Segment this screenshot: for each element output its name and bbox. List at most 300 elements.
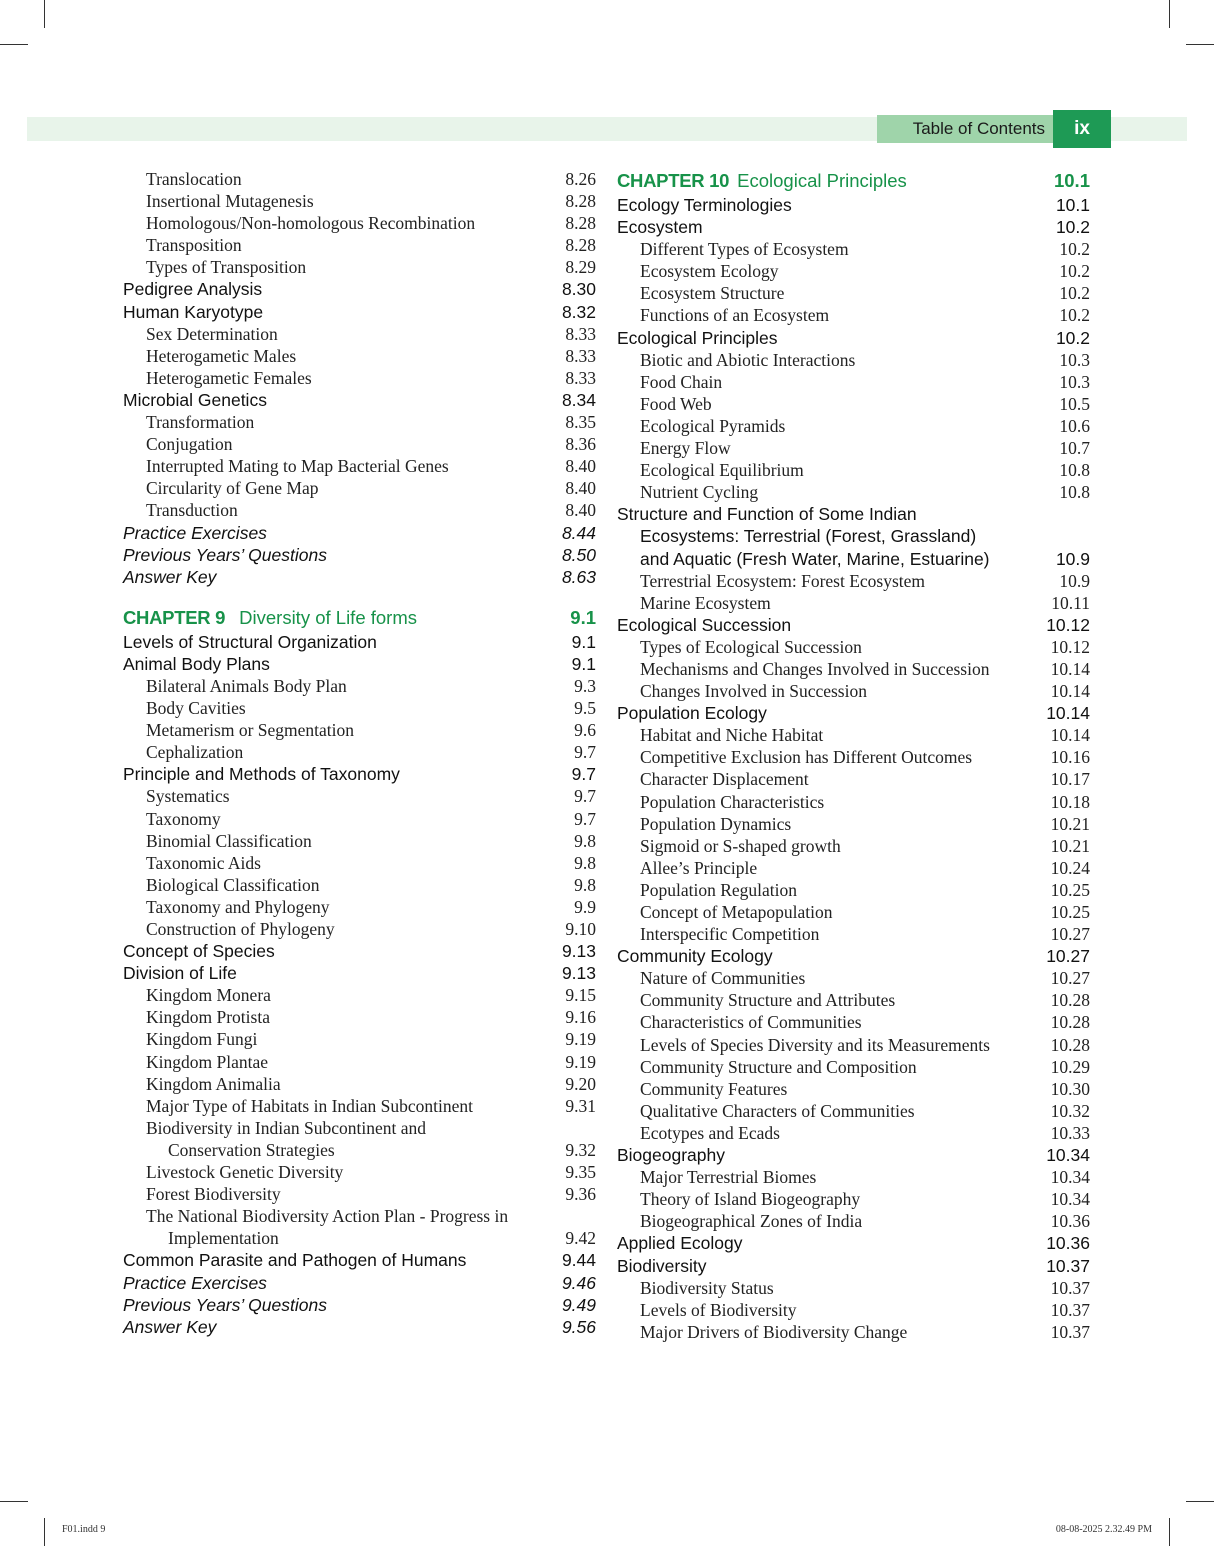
entry-page-number: 8.33 <box>565 367 596 388</box>
entry-title: Concept of Metapopulation <box>640 902 833 922</box>
toc-heading-entry[interactable] <box>617 1144 1090 1166</box>
entry-page-number: 9.35 <box>565 1162 596 1183</box>
toc-subentry[interactable] <box>123 323 596 345</box>
entry-page-number: 10.14 <box>1050 658 1090 679</box>
entry-title: Nutrient Cycling <box>640 482 759 503</box>
entry-page-number: 9.32 <box>565 1139 596 1160</box>
entry-page-number: 8.29 <box>565 257 596 278</box>
entry-title: Community Structure and Attributes <box>640 990 896 1011</box>
entry-page-number: 10.3 <box>1059 349 1090 370</box>
entry-page-number: 10.16 <box>1050 747 1090 768</box>
entry-title: Common Parasite and Pathogen of Humans <box>123 1250 467 1271</box>
entry-page-number: 9.1 <box>571 631 596 652</box>
entry-title: Systematics <box>146 786 230 807</box>
entry-page-number: 10.37 <box>1050 1299 1090 1320</box>
entry-page-number: 10.2 <box>1059 305 1090 326</box>
entry-title: Biological Classification <box>146 874 320 895</box>
entry-title: Community Structure and Composition <box>640 1056 917 1077</box>
toc-subentry[interactable] <box>617 1277 1090 1299</box>
toc-heading-entry[interactable] <box>617 216 1090 238</box>
entry-page-number: 9.15 <box>565 985 596 1006</box>
toc-heading-entry[interactable] <box>123 1272 596 1294</box>
entry-page-number: 10.8 <box>1059 460 1090 481</box>
entry-page-number: 8.28 <box>565 235 596 256</box>
entry-page-number: 10.7 <box>1059 438 1090 459</box>
entry-title: Practice Exercises <box>123 522 267 543</box>
entry-title: Community Ecology <box>617 946 773 967</box>
entry-page-number: 10.27 <box>1050 924 1090 945</box>
chapter-number: CHAPTER 9 <box>123 606 226 628</box>
toc-heading-entry[interactable] <box>123 763 596 785</box>
entry-title: Transposition <box>146 235 242 256</box>
entry-page-number: 10.34 <box>1046 1145 1090 1166</box>
toc-subentry[interactable] <box>617 879 1090 901</box>
entry-page-number: 9.13 <box>561 963 596 984</box>
crop-mark <box>1169 1518 1170 1546</box>
file-slug: F01.indd 9 <box>62 1524 106 1535</box>
entry-page-number: 8.44 <box>561 522 596 543</box>
entry-title: Body Cavities <box>146 698 246 719</box>
entry-title: Mechanisms and Changes Involved in Succession <box>640 658 990 679</box>
toc-heading-entry[interactable] <box>123 653 596 675</box>
toc-subentry[interactable] <box>123 830 596 852</box>
crop-mark <box>0 44 28 45</box>
entry-title: The National Biodiversity Action Plan - Progress in <box>146 1206 509 1227</box>
entry-title: Previous Years’ Questions <box>123 1294 327 1315</box>
entry-page-number: 10.36 <box>1046 1233 1090 1254</box>
toc-subentry[interactable] <box>123 1205 596 1227</box>
toc-subentry[interactable] <box>617 1011 1090 1033</box>
entry-title: Major Terrestrial Biomes <box>640 1167 817 1188</box>
toc-subentry[interactable] <box>123 212 596 234</box>
entry-page-number: 10.21 <box>1050 835 1090 856</box>
entry-title: Character Displacement <box>640 769 809 790</box>
toc-subentry[interactable] <box>617 1299 1090 1321</box>
entry-title: Forest Biodiversity <box>146 1184 281 1205</box>
toc-subentry[interactable] <box>617 459 1090 481</box>
toc-heading-entry[interactable] <box>123 1294 596 1316</box>
entry-title: Changes Involved in Succession <box>640 681 867 702</box>
entry-title: Different Types of Ecosystem <box>640 239 849 260</box>
toc-subentry[interactable] <box>123 411 596 433</box>
entry-title: Types of Ecological Succession <box>640 636 862 657</box>
entry-page-number: 9.7 <box>574 786 596 807</box>
toc-subentry[interactable] <box>123 1051 596 1073</box>
crop-mark <box>1186 44 1214 45</box>
entry-page-number: 10.21 <box>1050 813 1090 834</box>
toc-heading-entry[interactable] <box>617 614 1090 636</box>
entry-title: Transduction <box>146 500 238 521</box>
entry-title: Taxonomy <box>146 808 221 829</box>
chapter-heading[interactable] <box>617 168 1090 194</box>
entry-page-number: 10.28 <box>1050 990 1090 1011</box>
toc-heading-entry[interactable] <box>617 194 1090 216</box>
toc-subentry[interactable] <box>123 741 596 763</box>
entry-page-number: 10.6 <box>1059 415 1090 436</box>
entry-page-number: 9.7 <box>571 764 596 785</box>
toc-subentry[interactable] <box>617 570 1090 592</box>
toc-subentry[interactable] <box>123 234 596 256</box>
entry-title: Population Characteristics <box>640 791 825 812</box>
entry-page-number: 9.10 <box>565 919 596 939</box>
toc-subentry[interactable] <box>617 813 1090 835</box>
entry-title: Levels of Species Diversity and its Measurements <box>640 1034 990 1055</box>
entry-page-number: 9.56 <box>561 1316 596 1337</box>
toc-subentry[interactable] <box>123 785 596 807</box>
crop-mark <box>0 1501 28 1502</box>
toc-subentry[interactable] <box>617 1188 1090 1210</box>
entry-title: Biodiversity in Indian Subcontinent and <box>146 1117 426 1138</box>
chapter-name: Diversity of Life forms <box>239 606 418 628</box>
entry-page-number: 9.1 <box>570 606 596 628</box>
toc-subentry[interactable] <box>617 636 1090 658</box>
toc-subentry[interactable] <box>617 415 1090 437</box>
entry-title: Transformation <box>146 412 255 433</box>
entry-title: Circularity of Gene Map <box>146 478 319 499</box>
toc-heading-entry[interactable] <box>123 278 596 300</box>
entry-title: Ecological Pyramids <box>640 415 786 436</box>
toc-subentry[interactable] <box>123 455 596 477</box>
entry-title: Insertional Mutagenesis <box>146 191 314 212</box>
entry-title: Allee’s Principle <box>640 857 758 878</box>
entry-title: Marine Ecosystem <box>640 592 771 613</box>
entry-title: Kingdom Plantae <box>146 1051 268 1072</box>
toc-subentry[interactable] <box>123 1183 596 1205</box>
entry-title: Ecosystems: Terrestrial (Forest, Grassland) <box>640 526 977 547</box>
entry-title: Structure and Function of Some Indian <box>617 504 917 525</box>
entry-title: Principle and Methods of Taxonomy <box>123 764 400 785</box>
entry-page-number: 10.14 <box>1050 681 1090 702</box>
toc-subentry[interactable] <box>617 304 1090 326</box>
entry-title: Answer Key <box>123 1316 217 1337</box>
toc-subentry[interactable] <box>617 1122 1090 1144</box>
entry-title: Pedigree Analysis <box>123 279 263 300</box>
entry-title: Taxonomy and Phylogeny <box>146 896 330 917</box>
entry-page-number: 8.32 <box>561 301 596 322</box>
toc-subentry[interactable] <box>123 1006 596 1028</box>
toc-subentry[interactable] <box>123 1095 596 1117</box>
entry-title: Taxonomic Aids <box>146 852 261 873</box>
entry-title: Conservation Strategies <box>168 1139 335 1160</box>
toc-subentry[interactable] <box>617 371 1090 393</box>
entry-title: Cephalization <box>146 742 244 763</box>
chapter-name: Ecological Principles <box>737 170 907 191</box>
toc-subentry[interactable] <box>617 238 1090 260</box>
entry-page-number: 10.12 <box>1046 614 1090 635</box>
entry-title: Sex Determination <box>146 323 278 344</box>
entry-page-number: 10.2 <box>1055 217 1090 238</box>
crop-mark <box>44 1518 45 1546</box>
entry-title: Population Ecology <box>617 703 767 724</box>
entry-page-number: 10.14 <box>1050 725 1090 746</box>
entry-title: Qualitative Characters of Communities <box>640 1100 915 1121</box>
toc-subentry[interactable] <box>617 680 1090 702</box>
toc-heading-entry[interactable] <box>617 1232 1090 1254</box>
toc-subentry[interactable] <box>617 724 1090 746</box>
toc-subentry[interactable] <box>123 1117 596 1139</box>
entry-title: Major Type of Habitats in Indian Subcontinent <box>146 1095 474 1116</box>
entry-title: Food Chain <box>640 371 723 392</box>
toc-subentry[interactable] <box>123 367 596 389</box>
entry-title: Ecological Succession <box>617 614 792 635</box>
entry-title: Levels of Biodiversity <box>640 1299 797 1320</box>
entry-page-number: 9.46 <box>561 1272 596 1293</box>
entry-title: Homologous/Non-homologous Recombination <box>146 213 476 234</box>
toc-heading-entry[interactable] <box>123 962 596 984</box>
entry-page-number: 10.34 <box>1050 1189 1090 1210</box>
entry-page-number: 10.25 <box>1050 879 1090 900</box>
chapter-title <box>617 168 907 194</box>
toc-right-column <box>617 168 1090 1343</box>
toc-subentry[interactable] <box>617 592 1090 614</box>
entry-title: Interspecific Competition <box>640 924 820 945</box>
entry-title: Sigmoid or S-shaped growth <box>640 835 841 856</box>
entry-page-number: 9.36 <box>565 1184 596 1205</box>
toc-subentry[interactable] <box>617 260 1090 282</box>
toc-heading-entry[interactable] <box>123 566 596 588</box>
section-gap <box>123 588 596 605</box>
entry-title: Levels of Structural Organization <box>123 631 377 652</box>
toc-heading-entry[interactable] <box>123 522 596 544</box>
toc-heading-entry[interactable] <box>617 1255 1090 1277</box>
entry-page-number: 10.2 <box>1059 283 1090 304</box>
entry-page-number: 8.36 <box>565 434 596 455</box>
toc-subentry[interactable] <box>123 256 596 278</box>
toc-heading-entry[interactable] <box>617 327 1090 349</box>
entry-page-number: 10.11 <box>1051 592 1090 613</box>
toc-subentry[interactable] <box>123 1073 596 1095</box>
entry-title: Microbial Genetics <box>123 389 267 410</box>
entry-page-number: 9.8 <box>574 874 596 895</box>
running-header-title: Table of Contents <box>877 115 1053 143</box>
entry-page-number: 10.2 <box>1055 327 1090 348</box>
toc-left-column <box>123 168 596 1338</box>
entry-page-number: 9.44 <box>561 1250 596 1271</box>
toc-heading-entry[interactable] <box>617 548 1090 570</box>
toc-subentry[interactable] <box>617 437 1090 459</box>
entry-page-number: 10.27 <box>1046 946 1090 967</box>
toc-subentry[interactable] <box>617 791 1090 813</box>
toc-subentry[interactable] <box>123 1139 596 1161</box>
toc-heading-entry[interactable] <box>617 945 1090 967</box>
toc-heading-entry[interactable] <box>123 631 596 653</box>
entry-page-number: 8.30 <box>561 279 596 300</box>
toc-subentry[interactable] <box>123 675 596 697</box>
toc-heading-entry[interactable] <box>123 544 596 566</box>
toc-subentry[interactable] <box>617 989 1090 1011</box>
toc-subentry[interactable] <box>617 481 1090 503</box>
entry-page-number: 10.37 <box>1050 1277 1090 1298</box>
entry-page-number: 10.36 <box>1050 1211 1090 1232</box>
entry-page-number: 9.49 <box>561 1294 596 1315</box>
entry-page-number: 9.7 <box>574 808 596 829</box>
toc-subentry[interactable] <box>617 282 1090 304</box>
toc-subentry[interactable] <box>617 349 1090 371</box>
entry-page-number: 10.1 <box>1053 170 1090 191</box>
entry-page-number: 10.2 <box>1059 239 1090 260</box>
toc-subentry[interactable] <box>617 1056 1090 1078</box>
entry-page-number: 9.6 <box>574 720 596 741</box>
entry-page-number: 9.8 <box>574 830 596 851</box>
toc-subentry[interactable] <box>617 746 1090 768</box>
entry-page-number: 9.5 <box>574 698 596 719</box>
entry-title: Heterogametic Males <box>146 345 297 366</box>
toc-heading-entry[interactable] <box>123 389 596 411</box>
toc-subentry[interactable] <box>123 874 596 896</box>
toc-subentry[interactable] <box>123 697 596 719</box>
entry-page-number: 9.19 <box>565 1051 596 1072</box>
entry-page-number: 8.33 <box>565 345 596 366</box>
toc-heading-entry[interactable] <box>123 1249 596 1271</box>
toc-subentry[interactable] <box>123 1227 596 1249</box>
entry-title: Ecological Principles <box>617 327 778 348</box>
crop-mark <box>1186 1501 1214 1502</box>
entry-page-number: 10.24 <box>1050 857 1090 878</box>
toc-subentry[interactable] <box>617 1321 1090 1343</box>
entry-title: Food Web <box>640 393 712 414</box>
entry-title: Ecology Terminologies <box>617 195 792 215</box>
entry-page-number: 10.9 <box>1059 570 1090 591</box>
toc-subentry[interactable] <box>123 918 596 940</box>
entry-page-number: 10.18 <box>1050 791 1090 812</box>
entry-page-number: 10.27 <box>1050 968 1090 989</box>
toc-subentry[interactable] <box>123 1028 596 1050</box>
toc-subentry[interactable] <box>617 658 1090 680</box>
entry-title: Human Karyotype <box>123 301 264 322</box>
entry-title: Translocation <box>146 169 242 189</box>
entry-page-number: 10.33 <box>1050 1122 1090 1143</box>
toc-heading-entry[interactable] <box>617 702 1090 724</box>
entry-page-number: 10.25 <box>1050 902 1090 922</box>
toc-subentry[interactable] <box>123 433 596 455</box>
entry-page-number: 10.17 <box>1050 769 1090 790</box>
entry-title: Division of Life <box>123 963 237 984</box>
entry-page-number: 10.34 <box>1050 1167 1090 1188</box>
entry-title: Applied Ecology <box>617 1233 743 1254</box>
toc-subentry[interactable] <box>123 852 596 874</box>
entry-title: Concept of Species <box>123 941 275 962</box>
entry-page-number: 10.30 <box>1050 1078 1090 1099</box>
entry-title: Ecosystem <box>617 217 703 238</box>
toc-subentry[interactable] <box>617 393 1090 415</box>
toc-heading-entry[interactable] <box>123 301 596 323</box>
entry-title: Functions of an Ecosystem <box>640 305 830 326</box>
entry-title: Characteristics of Communities <box>640 1012 862 1033</box>
toc-subentry[interactable] <box>617 1210 1090 1232</box>
entry-page-number: 8.33 <box>565 323 596 344</box>
entry-page-number: 10.2 <box>1059 261 1090 282</box>
toc-subentry[interactable] <box>617 901 1090 923</box>
toc-subentry[interactable] <box>617 967 1090 989</box>
entry-title: Community Features <box>640 1078 788 1099</box>
toc-subentry[interactable] <box>617 768 1090 790</box>
entry-page-number: 8.26 <box>565 169 596 189</box>
entry-title: Kingdom Fungi <box>146 1029 258 1050</box>
entry-title: Population Dynamics <box>640 813 792 834</box>
chapter-title <box>123 605 417 631</box>
toc-subentry[interactable] <box>123 984 596 1006</box>
entry-page-number: 10.28 <box>1050 1034 1090 1055</box>
toc-subentry[interactable] <box>617 923 1090 945</box>
entry-page-number: 10.37 <box>1050 1321 1090 1342</box>
toc-heading-entry[interactable] <box>123 940 596 962</box>
entry-page-number: 8.50 <box>561 544 596 565</box>
entry-page-number: 10.3 <box>1059 371 1090 392</box>
toc-subentry[interactable] <box>617 857 1090 879</box>
entry-page-number: 9.16 <box>565 1007 596 1028</box>
entry-title: Ecotypes and Ecads <box>640 1122 780 1143</box>
entry-title: Ecosystem Structure <box>640 283 785 304</box>
crop-mark <box>44 0 45 28</box>
toc-subentry[interactable] <box>123 190 596 212</box>
entry-page-number: 8.40 <box>565 478 596 499</box>
toc-subentry[interactable] <box>617 1078 1090 1100</box>
entry-title: Kingdom Protista <box>146 1007 270 1028</box>
chapter-number: CHAPTER 10 <box>617 170 730 191</box>
entry-page-number: 8.34 <box>561 389 596 410</box>
entry-page-number: 9.3 <box>574 675 596 696</box>
crop-mark <box>1169 0 1170 28</box>
entry-page-number: 8.40 <box>565 500 596 521</box>
entry-page-number: 10.14 <box>1046 703 1090 724</box>
entry-title: Binomial Classification <box>146 830 312 851</box>
entry-title: Bilateral Animals Body Plan <box>146 675 347 696</box>
entry-title: Population Regulation <box>640 879 798 900</box>
entry-page-number: 8.63 <box>561 566 596 587</box>
toc-subentry[interactable] <box>617 1100 1090 1122</box>
print-timestamp: 08-08-2025 2.32.49 PM <box>1055 1524 1152 1535</box>
entry-title: Answer Key <box>123 566 217 587</box>
toc-subentry[interactable] <box>617 1166 1090 1188</box>
toc-subentry[interactable] <box>617 835 1090 857</box>
entry-title: Major Drivers of Biodiversity Change <box>640 1321 908 1342</box>
entry-title: and Aquatic (Fresh Water, Marine, Estuarine) <box>640 548 990 569</box>
entry-page-number: 9.1 <box>571 653 596 674</box>
entry-page-number: 9.19 <box>565 1029 596 1050</box>
toc-subentry[interactable] <box>123 499 596 521</box>
entry-title: Implementation <box>168 1228 279 1249</box>
entry-title: Ecological Equilibrium <box>640 460 804 481</box>
entry-page-number: 8.40 <box>565 456 596 477</box>
entry-title: Terrestrial Ecosystem: Forest Ecosystem <box>640 570 926 591</box>
entry-title: Construction of Phylogeny <box>146 919 335 939</box>
toc-subentry[interactable] <box>123 477 596 499</box>
entry-title: Heterogametic Females <box>146 367 312 388</box>
toc-heading-entry[interactable] <box>617 503 1090 525</box>
toc-subentry[interactable] <box>123 345 596 367</box>
entry-title: Livestock Genetic Diversity <box>146 1162 344 1183</box>
entry-title: Types of Transposition <box>146 257 307 278</box>
toc-subentry[interactable] <box>123 1161 596 1183</box>
toc-subentry[interactable] <box>123 168 596 190</box>
toc-subentry[interactable] <box>123 719 596 741</box>
chapter-heading[interactable] <box>123 605 596 631</box>
entry-title: Biodiversity Status <box>640 1277 774 1298</box>
toc-subentry[interactable] <box>123 808 596 830</box>
toc-subentry[interactable] <box>617 1034 1090 1056</box>
toc-heading-entry[interactable] <box>617 525 1090 547</box>
entry-title: Kingdom Animalia <box>146 1073 281 1094</box>
entry-title: Practice Exercises <box>123 1272 267 1293</box>
toc-subentry[interactable] <box>123 896 596 918</box>
entry-title: Nature of Communities <box>640 968 806 989</box>
entry-page-number: 9.9 <box>574 896 596 917</box>
toc-heading-entry[interactable] <box>123 1316 596 1338</box>
entry-title: Previous Years’ Questions <box>123 544 327 565</box>
entry-page-number: 9.42 <box>565 1228 596 1249</box>
entry-title: Energy Flow <box>640 438 731 459</box>
entry-page-number: 9.13 <box>561 941 596 962</box>
